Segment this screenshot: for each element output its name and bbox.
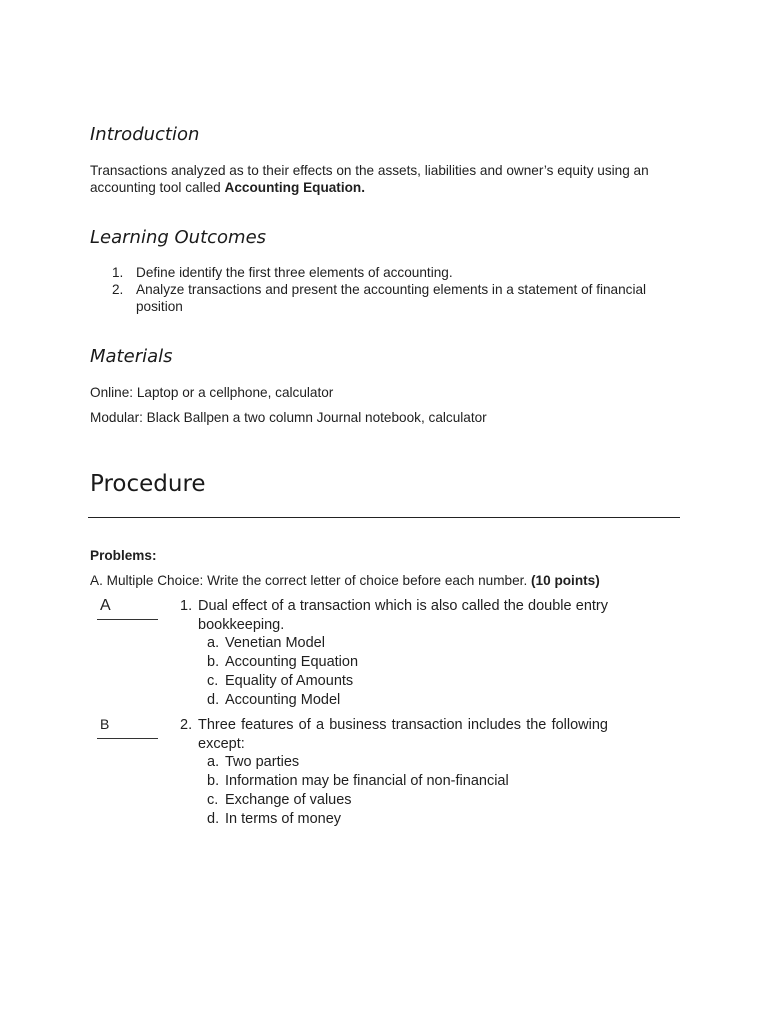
- option-item: c. Exchange of values: [207, 791, 352, 808]
- option-item: c. Equality of Amounts: [207, 672, 354, 689]
- accounting-equation-term: Accounting Equation.: [224, 180, 365, 195]
- answer-letter: B: [100, 716, 110, 732]
- options-list: [178, 634, 608, 709]
- learning-outcomes-heading: Learning Outcomes: [90, 227, 267, 248]
- learning-outcomes-list: [90, 264, 670, 315]
- options-list: [178, 753, 608, 828]
- answer-blank[interactable]: [97, 597, 158, 620]
- option-item: d. Accounting Model: [207, 691, 341, 708]
- question-text: 2. Three features of a business transaction includes the following except:: [180, 717, 608, 752]
- introduction-heading: Introduction: [90, 124, 200, 145]
- procedure-heading: Procedure: [90, 471, 206, 497]
- list-item: 1. Define identify the first three elements of accounting.: [112, 265, 453, 280]
- section-divider: [88, 517, 680, 518]
- question-text: 1. Dual effect of a transaction which is also called the double entry bookkeeping.: [180, 598, 608, 633]
- option-item: b. Accounting Equation: [207, 654, 359, 671]
- answer-blank[interactable]: [97, 716, 158, 739]
- materials-modular: Modular: Black Ballpen a two column Journal notebook, calculator: [90, 410, 487, 425]
- option-item: a. Venetian Model: [207, 635, 325, 652]
- points-label: (10 points): [531, 573, 600, 588]
- option-item: a. Two parties: [207, 754, 300, 771]
- option-item: d. In terms of money: [207, 810, 342, 827]
- materials-heading: Materials: [90, 346, 173, 367]
- materials-online: Online: Laptop or a cellphone, calculator: [90, 385, 334, 400]
- question-body: [178, 597, 608, 709]
- option-item: b. Information may be financial of non-financial: [207, 773, 509, 790]
- answer-letter: A: [100, 597, 111, 614]
- problems-label: Problems:: [90, 548, 157, 563]
- list-item: 2. Analyze transactions and present the accounting elements in a statement of financial position: [112, 282, 647, 314]
- instruction-text: A. Multiple Choice: Write the correct letter of choice before each number. (10 points): [90, 573, 600, 588]
- introduction-text: Transactions analyzed as to their effects on the assets, liabilities and owner’s equity using an accounting tool called Accounting Equation.: [90, 163, 649, 195]
- question-body: [178, 716, 608, 828]
